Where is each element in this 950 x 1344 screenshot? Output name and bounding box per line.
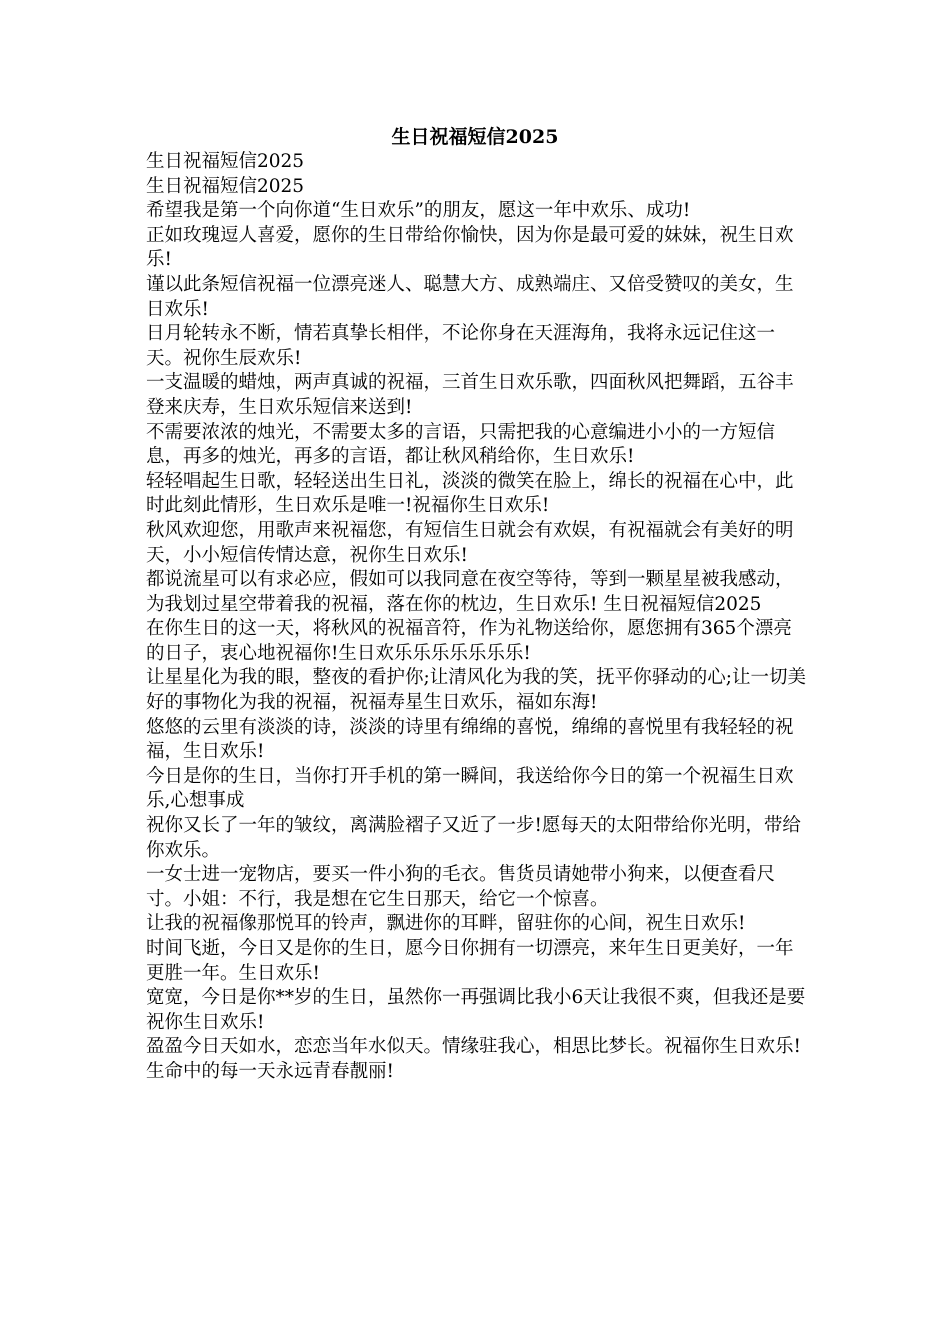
document-title: 生日祝福短信2025 [391,126,559,148]
paragraph: 不需要浓浓的烛光，不需要太多的言语，只需把我的心意编进小小的一方短信息，再多的烛光，再多的言语，都让秋风稍给你，生日欢乐! [146,421,776,468]
paragraph: 一女士进一宠物店，要买一件小狗的毛衣。售货员请她带小狗来，以便查看尺寸。小姐：不行，我是想在它生日那天，给它一个惊喜。 [146,864,776,910]
paragraph: 在你生日的这一天，将秋风的祝福音符，作为礼物送给你，愿您拥有365个漂亮的日子，衷心地祝福你!生日欢乐乐乐乐乐乐乐! [146,618,792,664]
paragraph: 日月轮转永不断，情若真挚长相伴，不论你身在天涯海角，我将永远记住这一天。祝你生辰欢乐! [146,323,776,369]
paragraph: 秋风欢迎您，用歌声来祝福您，有短信生日就会有欢娱，有祝福就会有美好的明天，小小短信传情达意，祝你生日欢乐! [146,519,794,566]
paragraph: 都说流星可以有求必应，假如可以我同意在夜空等待，等到一颗星星被我感动，为我划过星空带着我的祝福，落在你的枕边，生日欢乐! 生日祝福短信2025 [146,569,794,615]
paragraph: 祝你又长了一年的皱纹，离满脸褶子又近了一步!愿每天的太阳带给你光明，带给你欢乐。 [146,815,801,861]
paragraph: 谨以此条短信祝福一位漂亮迷人、聪慧大方、成熟端庄、又倍受赞叹的美女，生日欢乐! [146,273,794,320]
document-body [146,150,806,1085]
paragraph: 希望我是第一个向你道“生日欢乐”的朋友，愿这一年中欢乐、成功! [146,200,691,222]
paragraph: 盈盈今日天如水，恋恋当年水似天。情缘驻我心，相思比梦长。祝福你生日欢乐!生命中的每一天永远青春靓丽! [146,1036,801,1082]
paragraph: 今日是你的生日，当你打开手机的第一瞬间，我送给你今日的第一个祝福生日欢乐,心想事成 [146,765,794,812]
paragraph: 宽宽，今日是你**岁的生日，虽然你一再强调比我小6天让我很不爽，但我还是要祝你生日欢乐! [146,987,806,1033]
paragraph: 一支温暖的蜡烛，两声真诚的祝福，三首生日欢乐歌，四面秋风把舞蹈，五谷丰登来庆寿，生日欢乐短信来送到! [146,372,794,418]
paragraph: 轻轻唱起生日歌，轻轻送出生日礼，淡淡的微笑在脸上，绵长的祝福在心中，此时此刻此情形，生日欢乐是唯一!祝福你生日欢乐! [146,470,794,517]
paragraph: 让我的祝福像那悦耳的铃声，飘进你的耳畔，留驻你的心间，祝生日欢乐! [146,913,746,935]
paragraph: 让星星化为我的眼，整夜的看护你;让清风化为我的笑，抚平你驿动的心;让一切美好的事物化为我的祝福，祝福寿星生日欢乐，福如东海! [146,667,806,714]
paragraph: 正如玫瑰逗人喜爱，愿你的生日带给你愉快，因为你是最可爱的妹妹，祝生日欢乐! [146,224,794,271]
paragraph: 时间飞逝，今日又是你的生日，愿今日你拥有一切漂亮，来年生日更美好，一年更胜一年。生日欢乐! [146,938,794,984]
paragraph: 生日祝福短信2025 [146,175,305,197]
paragraph: 悠悠的云里有淡淡的诗，淡淡的诗里有绵绵的喜悦，绵绵的喜悦里有我轻轻的祝福，生日欢乐! [146,716,794,763]
paragraph: 生日祝福短信2025 [146,151,305,172]
